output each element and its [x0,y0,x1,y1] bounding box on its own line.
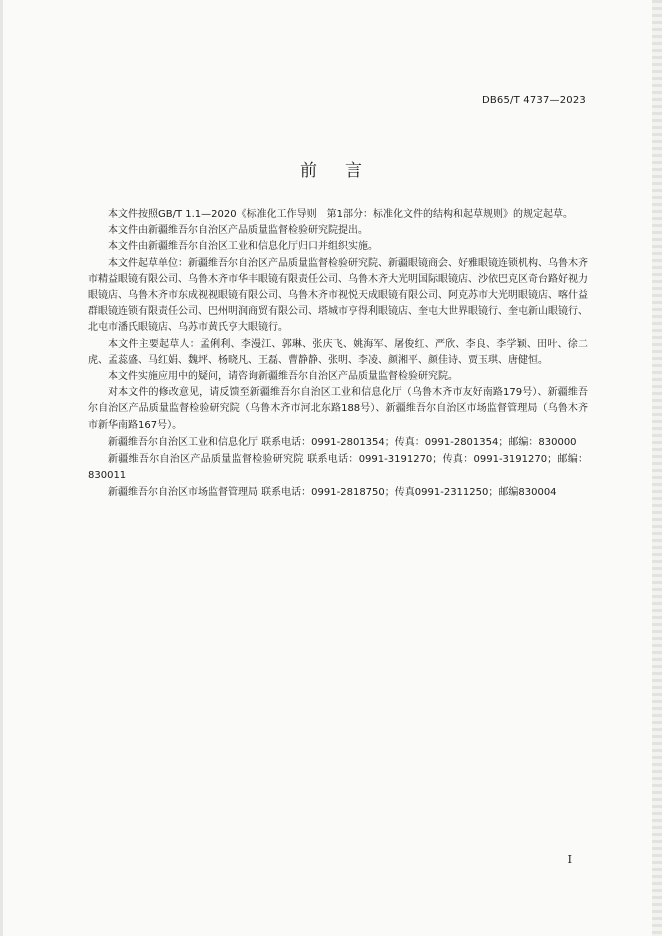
page-number: I [567,853,572,866]
scan-edge-left [0,0,3,936]
contact-quality-institute: 新疆维吾尔自治区产品质量监督检验研究院 联系电话：0991-3191270；传真：0991-3191270；邮编：830011 [88,454,588,482]
document-number: DB65/T 4737—2023 [481,95,586,106]
contact-market-bureau: 新疆维吾尔自治区市场监督管理局 联系电话：0991-2818750；传真0991-2311250；邮编830004 [108,487,557,499]
paragraph-feedback: 对本文件的修改意见，请反馈至新疆维吾尔自治区工业和信息化厅（乌鲁木齐市友好南路179号）、新疆维吾尔自治区产品质量监督检验研究院（乌鲁木齐市河北东路188号）、新疆维吾尔自治区市场监督管理局（乌鲁木齐市新华南路167号）。 [88,387,588,431]
paragraph-drafting-rules: 本文件按照GB/T 1.1—2020《标准化工作导则 第1部分：标准化文件的结构和起草规则》的规定起草。 [108,209,573,220]
contact-industry-dept: 新疆维吾尔自治区工业和信息化厅 联系电话：0991-2801354；传真：0991-2801354；邮编：830000 [108,436,577,448]
paragraph-inquiries: 本文件实施应用中的疑问，请咨询新疆维吾尔自治区产品质量监督检验研究院。 [108,371,458,383]
paragraph-administrator: 本文件由新疆维吾尔自治区工业和信息化厅归口并组织实施。 [108,241,378,253]
paragraph-drafters: 本文件主要起草人：孟俐利、李漫江、郭琳、张庆飞、姚海军、屠俊红、严欣、李良、李学颖、田叶、徐二虎、孟蕊盛、马红娟、魏坪、杨晓凡、王磊、曹静静、张明、李凌、颜湘平、颜佳诗、贾玉琪、唐健恒。 [88,338,588,366]
foreword-body [88,207,588,502]
paragraph-drafting-units: 本文件起草单位：新疆维吾尔自治区产品质量监督检验研究院、新疆眼镜商会、好雅眼镜连锁机构、乌鲁木齐市精益眼镜有限公司、乌鲁木齐市华丰眼镜有限责任公司、乌鲁木齐大光明国际眼镜店、沙依巴克区奇台路好视力眼镜店、乌鲁木齐市东成视视眼镜有限公司、乌鲁木齐市视悦天成眼镜有限公司、阿克苏市大光明眼镜店、喀什益群眼镜连锁有限责任公司、巴州明润商贸有限公司、塔城市亨得利眼镜店、奎屯大世界眼镜行、奎屯新山眼镜行、北屯市潘氏眼镜店、乌苏市黄氏亨大眼镜行。 [88,257,588,334]
page-title: 前言 [300,161,390,181]
scan-edge-right [652,0,662,936]
paragraph-proposer: 本文件由新疆维吾尔自治区产品质量监督检验研究院提出。 [108,225,368,237]
